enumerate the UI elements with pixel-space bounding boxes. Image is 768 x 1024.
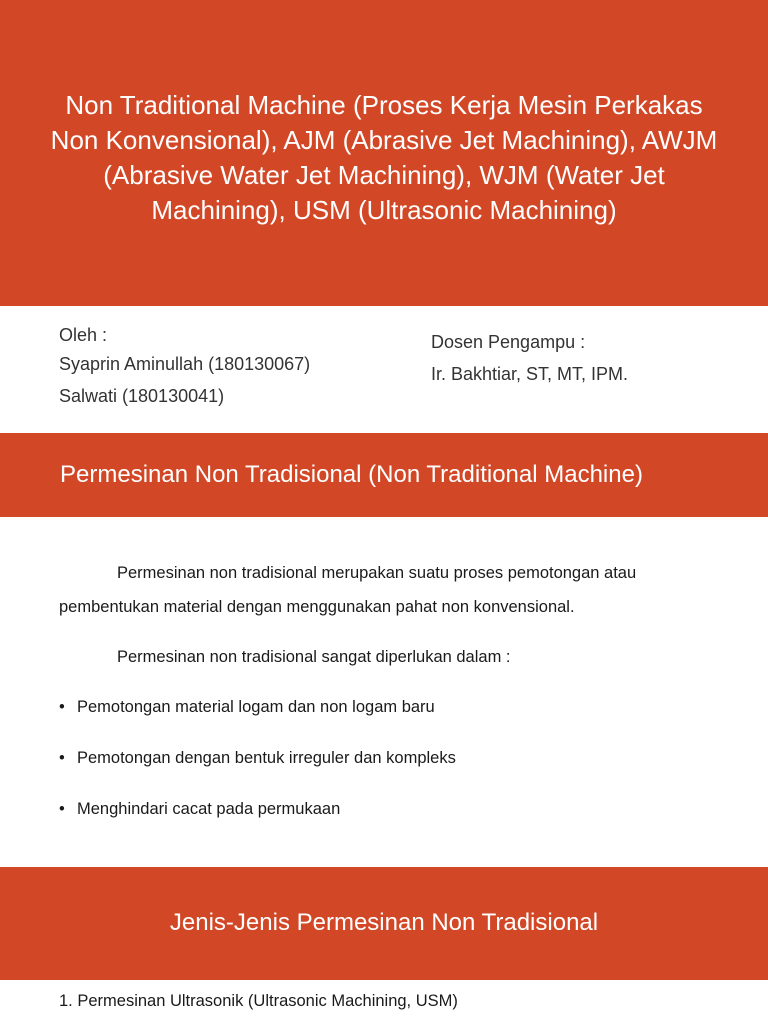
section-heading: Permesinan Non Tradisional (Non Traditional Machine)	[60, 461, 643, 488]
numbered-item: 1. Permesinan Ultrasonik (Ultrasonic Machining, USM)	[59, 992, 458, 1010]
section-banner	[0, 867, 768, 980]
list-item	[59, 792, 719, 843]
list-item	[59, 690, 719, 741]
paragraph: Permesinan non tradisional merupakan suatu proses pemotongan atau pembentukan material dengan menggunakan pahat non konvensional.	[59, 564, 637, 616]
lecturer-block	[431, 326, 628, 390]
authors-label: Oleh :	[59, 325, 108, 345]
document-title: Non Traditional Machine (Proses Kerja Mesin Perkakas Non Konvensional), AJM (Abrasive Jet Machining), AWJM (Abrasive Water Jet Machining), WJM (Water Jet Machining), USM (Ultrasonic Machining)	[50, 90, 718, 225]
section-heading: Jenis-Jenis Permesinan Non Tradisional	[169, 909, 599, 936]
bullet-icon: •	[59, 749, 65, 767]
list-item-text: Pemotongan dengan bentuk irreguler dan kompleks	[77, 749, 456, 767]
list-item	[59, 741, 719, 792]
paragraph: Permesinan non tradisional sangat diperlukan dalam :	[117, 648, 511, 666]
authors-block	[59, 322, 310, 415]
list-item-text: Menghindari cacat pada permukaan	[77, 800, 341, 818]
section-banner	[0, 433, 768, 517]
bullet-icon: •	[59, 698, 65, 716]
bullet-list	[59, 690, 719, 843]
title-banner	[0, 0, 768, 306]
bullet-icon: •	[59, 800, 65, 818]
lecturer-name: Ir. Bakhtiar, ST, MT, IPM.	[431, 364, 629, 384]
lecturer-label: Dosen Pengampu :	[431, 332, 586, 352]
author-name: Syaprin Aminullah (180130067)	[59, 354, 311, 374]
section-body	[59, 556, 719, 674]
author-name: Salwati (180130041)	[59, 386, 225, 406]
list-item-text: Pemotongan material logam dan non logam baru	[77, 698, 435, 716]
